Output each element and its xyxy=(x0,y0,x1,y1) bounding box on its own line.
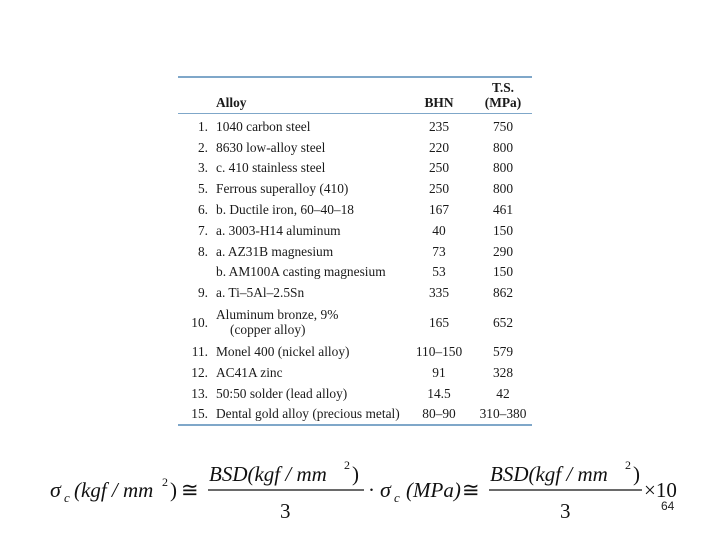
table-row xyxy=(178,383,532,404)
row-number: 12. xyxy=(191,364,208,380)
ts-value: 150 xyxy=(492,222,514,238)
row-number xyxy=(178,262,216,283)
alloy-name: a. Ti–5Al–2.5Sn xyxy=(216,285,305,301)
bhn-value: 250 xyxy=(428,181,450,197)
approx-sign-1: ≅ xyxy=(181,478,199,502)
bhn-value: 53 xyxy=(432,264,446,280)
row-number: 9. xyxy=(197,285,208,301)
row-number: 1. xyxy=(197,118,208,134)
rhs-sigma: σ xyxy=(380,477,391,502)
bhn-value: 91 xyxy=(432,364,446,380)
ts-value: 150 xyxy=(492,264,514,280)
fraction-2-numerator: BSD(kgf / mm xyxy=(490,462,608,486)
header-ts-line2: (MPa) xyxy=(484,95,522,110)
table-row xyxy=(178,303,532,341)
bhn-value: 235 xyxy=(428,118,450,134)
alloy-name: c. 410 stainless steel xyxy=(216,160,326,176)
fraction-2-close-paren: ) xyxy=(633,462,640,486)
row-number: 2. xyxy=(197,139,208,155)
bhn-value: 167 xyxy=(428,202,450,218)
row-number: 7. xyxy=(197,222,208,238)
row-number: 10. xyxy=(191,314,208,330)
fraction-2-square: 2 xyxy=(625,458,631,472)
alloy-name: 1040 carbon steel xyxy=(216,118,311,134)
table-header-row xyxy=(178,78,532,114)
header-bhn: BHN xyxy=(404,78,474,114)
ts-value: 800 xyxy=(492,181,514,197)
table-row xyxy=(178,241,532,262)
bhn-value: 73 xyxy=(432,243,446,259)
row-number: 15. xyxy=(191,406,208,422)
fraction-1-square: 2 xyxy=(344,458,350,472)
row-number: 8. xyxy=(197,243,208,259)
ts-value: 328 xyxy=(492,364,514,380)
hardness-strength-table-container xyxy=(178,76,532,426)
rhs-subscript: c xyxy=(394,490,400,505)
fraction-2-denominator: 3 xyxy=(560,499,571,523)
table-row xyxy=(178,199,532,220)
table-row xyxy=(178,262,532,283)
row-number: 6. xyxy=(197,202,208,218)
fraction-1-numerator: BSD(kgf / mm xyxy=(209,462,327,486)
alloy-name: a. AZ31B magnesium xyxy=(216,243,334,259)
header-number xyxy=(178,78,216,114)
ts-value: 579 xyxy=(492,344,514,360)
ts-value: 800 xyxy=(492,139,514,155)
times-ten: ×10 xyxy=(644,478,677,502)
ts-value: 862 xyxy=(492,285,514,301)
ts-value: 310–380 xyxy=(479,406,527,422)
table-row xyxy=(178,404,532,425)
table-row xyxy=(178,114,532,137)
ts-value: 750 xyxy=(492,118,514,134)
hardness-strength-table xyxy=(178,78,532,424)
lhs-square: 2 xyxy=(162,475,168,489)
table-row xyxy=(178,158,532,179)
header-ts-line1: T.S. xyxy=(491,80,515,95)
table-row xyxy=(178,178,532,199)
alloy-name-line2: (copper alloy) xyxy=(230,322,306,338)
table-row xyxy=(178,341,532,362)
header-ts xyxy=(474,78,532,114)
header-alloy: Alloy xyxy=(216,78,404,114)
ts-value: 290 xyxy=(492,243,514,259)
alloy-name xyxy=(216,303,404,341)
bhn-value: 165 xyxy=(428,314,450,330)
fraction-1-denominator: 3 xyxy=(280,499,291,523)
page-number: 64 xyxy=(661,499,675,513)
row-number: 13. xyxy=(191,385,208,401)
alloy-name: 8630 low-alloy steel xyxy=(216,139,326,155)
lhs-sigma: σ xyxy=(50,477,61,502)
table-row xyxy=(178,362,532,383)
approx-sign-2: ≅ xyxy=(462,478,480,502)
alloy-name: Ferrous superalloy (410) xyxy=(216,181,349,197)
bhn-value: 80–90 xyxy=(422,406,456,422)
rhs-unit: (MPa) xyxy=(406,478,461,502)
alloy-name: b. AM100A casting magnesium xyxy=(216,264,386,280)
alloy-name: AC41A zinc xyxy=(216,364,283,380)
table-row xyxy=(178,282,532,303)
bhn-value: 220 xyxy=(428,139,450,155)
alloy-name: Monel 400 (nickel alloy) xyxy=(216,344,350,360)
lhs-close-paren: ) xyxy=(170,478,177,502)
alloy-name: a. 3003-H14 aluminum xyxy=(216,222,341,238)
row-number: 5. xyxy=(197,181,208,197)
bhn-value: 250 xyxy=(428,160,450,176)
hardness-strength-formula xyxy=(48,454,688,526)
bhn-value: 14.5 xyxy=(427,385,451,401)
fraction-1-close-paren: ) xyxy=(352,462,359,486)
ts-value: 800 xyxy=(492,160,514,176)
alloy-name-line1: Aluminum bronze, 9% xyxy=(216,307,339,323)
row-number: 11. xyxy=(191,344,208,360)
bhn-value: 335 xyxy=(428,285,450,301)
table-body xyxy=(178,114,532,425)
row-number: 3. xyxy=(197,160,208,176)
ts-value: 42 xyxy=(496,385,510,401)
bhn-value: 110–150 xyxy=(415,344,463,360)
ts-value: 652 xyxy=(492,314,514,330)
alloy-name: b. Ductile iron, 60–40–18 xyxy=(216,202,354,218)
lhs-subscript: c xyxy=(64,490,70,505)
multiply-dot: · xyxy=(368,478,375,502)
lhs-unit: (kgf / mm xyxy=(74,478,154,502)
table-row xyxy=(178,137,532,158)
alloy-name: 50:50 solder (lead alloy) xyxy=(216,385,348,401)
bhn-value: 40 xyxy=(432,222,446,238)
alloy-name: Dental gold alloy (precious metal) xyxy=(216,406,400,422)
ts-value: 461 xyxy=(492,202,514,218)
table-row xyxy=(178,220,532,241)
